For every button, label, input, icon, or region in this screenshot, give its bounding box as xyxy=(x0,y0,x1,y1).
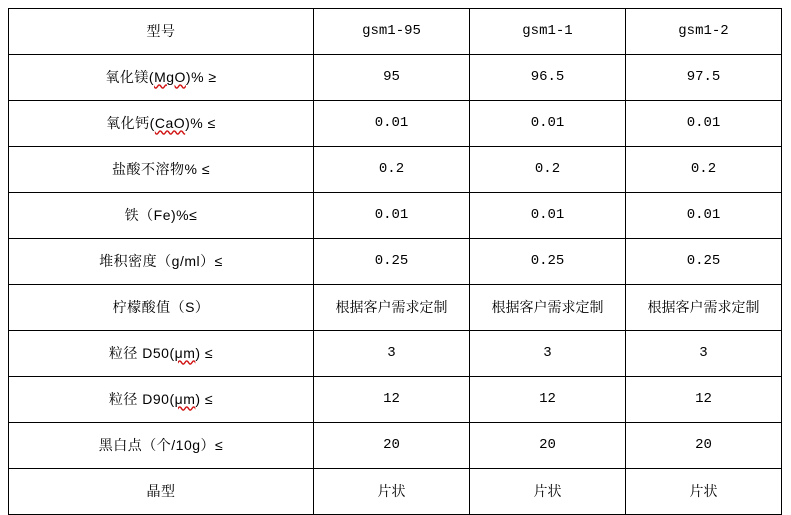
row-label-d50 xyxy=(9,331,314,377)
table-row xyxy=(9,239,782,285)
table-row xyxy=(9,101,782,147)
cell-value: 0.25 xyxy=(470,239,626,285)
cell-value: 12 xyxy=(470,377,626,423)
table-row xyxy=(9,147,782,193)
column-header-model: 型号 xyxy=(9,9,314,55)
cell-value: 0.01 xyxy=(626,101,782,147)
row-label-black-white-spots: 黑白点（个/10g）≤ xyxy=(9,423,314,469)
table-header-row xyxy=(9,9,782,55)
row-label-d90 xyxy=(9,377,314,423)
cell-value: 根据客户需求定制 xyxy=(470,285,626,331)
row-label-suffix: )% ≤ xyxy=(185,114,216,131)
row-label-bulk-density: 堆积密度（g/ml）≤ xyxy=(9,239,314,285)
cell-value: 0.25 xyxy=(626,239,782,285)
cell-value: 12 xyxy=(626,377,782,423)
row-label-chem: CaO xyxy=(154,114,186,131)
column-header-grade-1: gsm1-95 xyxy=(314,9,470,55)
row-label-chem: MgO xyxy=(154,68,186,85)
cell-value: 0.01 xyxy=(470,193,626,239)
row-label-mgo: 氧化镁(MgO)% ≥ xyxy=(9,55,314,101)
cell-value: 96.5 xyxy=(470,55,626,101)
table-row xyxy=(9,377,782,423)
row-label-hcl-insoluble: 盐酸不溶物% ≤ xyxy=(9,147,314,193)
cell-value: 0.01 xyxy=(626,193,782,239)
row-label-unit: μm xyxy=(174,390,196,407)
cell-value: 0.01 xyxy=(314,193,470,239)
column-header-grade-3: gsm1-2 xyxy=(626,9,782,55)
cell-value: 0.25 xyxy=(314,239,470,285)
table-row xyxy=(9,469,782,515)
cell-value: 3 xyxy=(470,331,626,377)
table-row xyxy=(9,285,782,331)
row-label-text: 粒径 D50( xyxy=(108,344,175,361)
row-label-text: 氧化钙 xyxy=(106,114,150,131)
row-label-iron: 铁（Fe)%≤ xyxy=(9,193,314,239)
row-label-cao: 氧化钙(CaO)% ≤ xyxy=(9,101,314,147)
cell-value: 根据客户需求定制 xyxy=(314,285,470,331)
cell-value: 97.5 xyxy=(626,55,782,101)
cell-value: 95 xyxy=(314,55,470,101)
cell-value: 0.2 xyxy=(470,147,626,193)
cell-value: 0.01 xyxy=(470,101,626,147)
cell-value: 20 xyxy=(626,423,782,469)
cell-value: 片状 xyxy=(626,469,782,515)
row-label-suffix: ) ≤ xyxy=(195,390,214,407)
cell-value: 20 xyxy=(314,423,470,469)
cell-value: 0.2 xyxy=(314,147,470,193)
cell-value: 片状 xyxy=(470,469,626,515)
row-label-text: 氧化镁 xyxy=(105,68,149,85)
row-label-crystal-form: 晶型 xyxy=(9,469,314,515)
cell-value: 12 xyxy=(314,377,470,423)
row-label-suffix: ) ≤ xyxy=(195,344,214,361)
row-label-suffix: )% ≥ xyxy=(185,68,217,85)
cell-value: 20 xyxy=(470,423,626,469)
row-label-citric-acid-value: 柠檬酸值（S） xyxy=(9,285,314,331)
table-row xyxy=(9,193,782,239)
cell-value: 0.2 xyxy=(626,147,782,193)
table-row xyxy=(9,55,782,101)
specification-table xyxy=(8,8,782,515)
table-row xyxy=(9,331,782,377)
row-label-text: 粒径 D90( xyxy=(108,390,175,407)
cell-value: 3 xyxy=(314,331,470,377)
column-header-grade-2: gsm1-1 xyxy=(470,9,626,55)
table-row xyxy=(9,423,782,469)
cell-value: 3 xyxy=(626,331,782,377)
document-page xyxy=(0,8,791,508)
cell-value: 片状 xyxy=(314,469,470,515)
cell-value: 0.01 xyxy=(314,101,470,147)
cell-value: 根据客户需求定制 xyxy=(626,285,782,331)
row-label-unit: μm xyxy=(174,344,196,361)
